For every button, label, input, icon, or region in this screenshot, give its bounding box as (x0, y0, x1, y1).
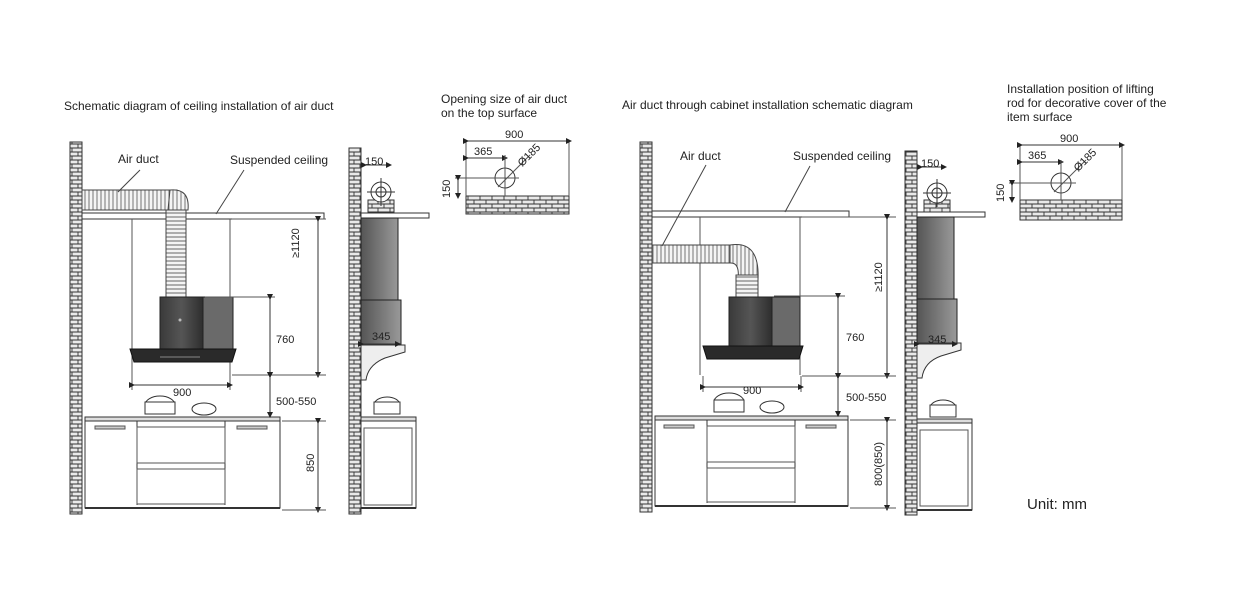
right-dim-500-550: 500-550 (846, 392, 887, 404)
right-side-dim-345: 345 (928, 334, 947, 346)
left-dim-900: 900 (173, 387, 192, 399)
left-dim-760: 760 (276, 334, 295, 346)
left-ceiling-label: Suspended ceiling (230, 153, 329, 167)
opening-title-line1: Opening size of air duct (441, 92, 568, 106)
base-cabinet (85, 421, 280, 508)
left-dim-1120: ≥1120 (290, 228, 302, 258)
left-dim-850: 850 (305, 453, 317, 472)
opening-title-line2: on the top surface (441, 106, 538, 120)
right-dim-900: 900 (743, 385, 762, 397)
countertop (85, 417, 280, 421)
left-brick-wall (70, 142, 82, 514)
left-diagram-title: Schematic diagram of ceiling installation of air duct (64, 99, 334, 113)
opening-dim-900: 900 (505, 129, 524, 141)
right-dim-800-850: 800(850) (873, 441, 885, 486)
right-air-duct-label: Air duct (680, 149, 721, 163)
lifting-dim-365: 365 (1028, 150, 1047, 162)
left-air-duct-label: Air duct (118, 152, 159, 166)
lifting-title-line2: rod for decorative cover of the (1007, 96, 1167, 110)
opening-dim-365: 365 (474, 146, 493, 158)
right-dim-1120: ≥1120 (873, 262, 885, 292)
range-hood-canopy (130, 349, 236, 362)
air-duct-horizontal (82, 190, 177, 210)
left-dim-500-550: 500-550 (276, 396, 317, 408)
left-side-dim-150: 150 (365, 156, 384, 168)
lifting-rod-top-view (1009, 145, 1122, 220)
right-side-dim-150: 150 (921, 158, 940, 170)
right-ceiling-label: Suspended ceiling (793, 149, 892, 163)
right-dim-760: 760 (846, 332, 865, 344)
lifting-dim-900: 900 (1060, 133, 1079, 145)
lifting-dim-150: 150 (995, 183, 1007, 202)
lifting-dim-diameter: Ø185 (1071, 146, 1100, 175)
lifting-title-line3: item surface (1007, 110, 1073, 124)
suspended-ceiling (82, 213, 324, 219)
hood-chimney (160, 297, 203, 349)
air-duct-vertical (166, 210, 186, 298)
right-front-view (640, 142, 896, 512)
opening-dim-150: 150 (441, 179, 453, 198)
opening-top-view (455, 141, 569, 214)
right-diagram-title: Air duct through cabinet installation schematic diagram (622, 98, 913, 112)
unit-label: Unit: mm (1027, 496, 1087, 513)
opening-dim-diameter: Ø185 (515, 141, 544, 170)
left-front-view (70, 142, 329, 514)
left-side-dim-345: 345 (372, 331, 391, 343)
lifting-title-line1: Installation position of lifting (1007, 82, 1154, 96)
